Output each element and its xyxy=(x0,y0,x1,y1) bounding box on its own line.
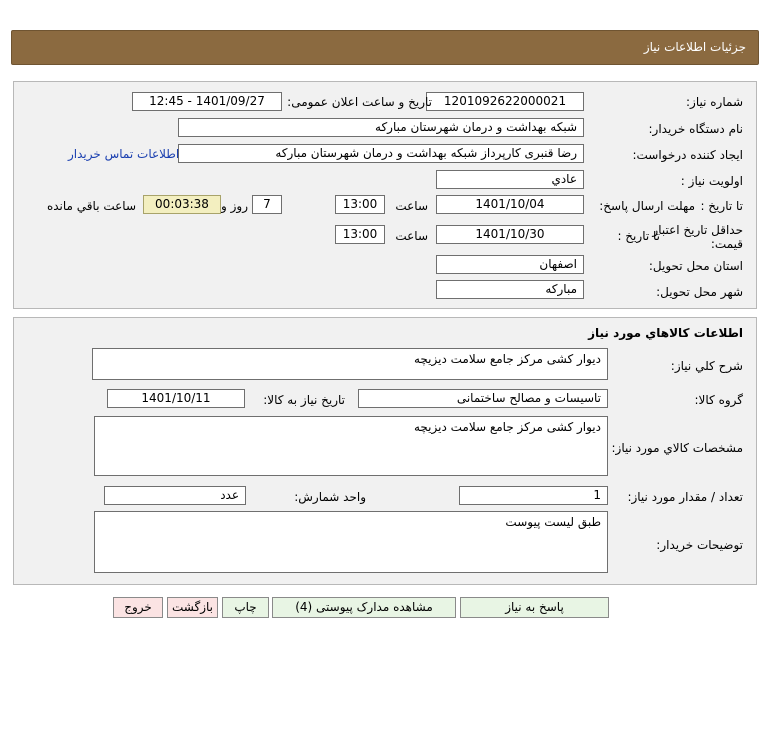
reply-button[interactable]: پاسخ به نياز xyxy=(460,597,609,618)
validity-time-label: ساعت xyxy=(395,229,428,243)
validity-time-field: 13:00 xyxy=(335,225,385,244)
back-button[interactable]: بازگشت xyxy=(167,597,218,618)
remaining-time-field: 00:03:38 xyxy=(143,195,221,214)
deadline-time-field: 13:00 xyxy=(335,195,385,214)
validity-label-line1: حداقل تاريخ اعتبار xyxy=(652,223,743,237)
qty-label: تعداد / مقدار مورد نياز: xyxy=(627,490,743,504)
priority-label: اولويت نياز : xyxy=(680,174,743,188)
creator-field: رضا قنبری کارپرداز شبکه بهداشت و درمان شهرستان مبارکه xyxy=(178,144,584,163)
need-number-field: 1201092622000021 xyxy=(426,92,584,111)
deadline-to-date-label: تا تاريخ : xyxy=(700,199,743,213)
validity-label-line2: قيمت: xyxy=(710,237,743,251)
deadline-time-label: ساعت xyxy=(395,199,428,213)
need-info-panel xyxy=(13,81,757,309)
specs-label: مشخصات کالاي مورد نياز: xyxy=(611,441,743,455)
group-field: تاسيسات و مصالح ساختمانی xyxy=(358,389,608,408)
remaining-label: ساعت باقي مانده xyxy=(46,199,136,213)
buyer-field: شبکه بهداشت و درمان شهرستان مبارکه xyxy=(178,118,584,137)
days-label: روز و xyxy=(221,199,248,213)
need-number-label: شماره نياز: xyxy=(686,95,743,109)
buyer-notes-field: طبق ليست پيوست xyxy=(94,511,608,573)
attachments-button[interactable]: مشاهده مدارک پيوستی (4) xyxy=(272,597,456,618)
days-field: 7 xyxy=(252,195,282,214)
buyer-notes-label: توضيحات خريدار: xyxy=(656,538,743,552)
need-date-label: تاريخ نياز به کالا: xyxy=(263,393,345,407)
page-header xyxy=(11,30,759,65)
creator-label: ايجاد کننده درخواست: xyxy=(632,148,743,162)
goods-section-title: اطلاعات کالاهاي مورد نياز xyxy=(588,326,743,340)
specs-field: ديوار کشی مرکز جامع سلامت ديزيچه xyxy=(94,416,608,476)
print-button[interactable]: چاپ xyxy=(222,597,269,618)
province-label: استان محل تحويل: xyxy=(648,259,743,273)
unit-label: واحد شمارش: xyxy=(294,490,366,504)
need-date-field: 1401/10/11 xyxy=(107,389,245,408)
page-title: جزئيات اطلاعات نياز xyxy=(643,40,746,54)
city-field: مبارکه xyxy=(436,280,584,299)
announce-field: 1401/09/27 - 12:45 xyxy=(132,92,282,111)
qty-field: 1 xyxy=(459,486,608,505)
exit-button[interactable]: خروج xyxy=(113,597,163,618)
announce-label: تاريخ و ساعت اعلان عمومی: xyxy=(287,95,432,109)
deadline-date-field: 1401/10/04 xyxy=(436,195,584,214)
summary-label: شرح کلي نياز: xyxy=(670,359,743,373)
validity-to-date-label: تا تاريخ : xyxy=(617,229,660,243)
city-label: شهر محل تحويل: xyxy=(656,285,743,299)
group-label: گروه کالا: xyxy=(694,393,743,407)
summary-field: ديوار کشی مرکز جامع سلامت ديزيچه xyxy=(92,348,608,380)
priority-field: عادي xyxy=(436,170,584,189)
province-field: اصفهان xyxy=(436,255,584,274)
unit-field: عدد xyxy=(104,486,246,505)
validity-date-field: 1401/10/30 xyxy=(436,225,584,244)
deadline-label: مهلت ارسال پاسخ: xyxy=(599,199,695,213)
buyer-contact-link[interactable]: اطلاعات تماس خريدار xyxy=(68,147,180,161)
buyer-label: نام دستگاه خريدار: xyxy=(648,122,743,136)
